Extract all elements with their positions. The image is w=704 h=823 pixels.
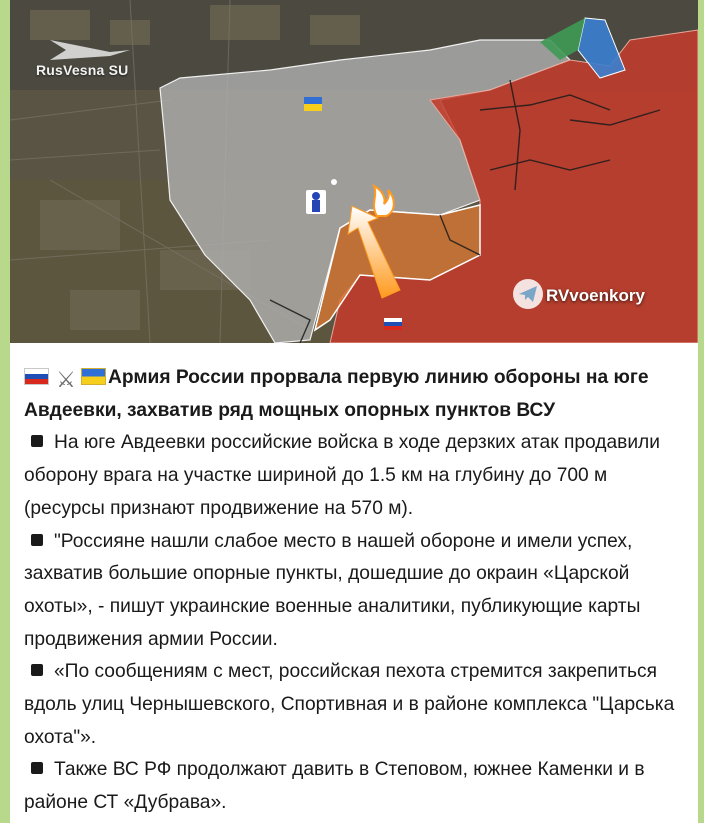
square-bullet-icon (31, 435, 43, 447)
square-bullet-icon (31, 762, 43, 774)
message-card (10, 0, 698, 823)
paragraph (24, 526, 692, 657)
russia-flag-icon (24, 368, 49, 385)
post-title-line (24, 362, 692, 427)
watermark-rvvoenkory: RVvoenkory (546, 286, 645, 305)
paragraph-text: На юге Авдеевки российские войска в ходе дерзких атак продавили оборону врага на участке шириной до 1.5 км на глубину до 700 м (ресурсы признают продвижение на 570 м). (24, 432, 660, 519)
paragraph-text: "Россияне нашли слабое место в нашей обороне и имели успех, захватив большие опорные пункты, дошедшие до окраин «Царской охоты», - пишут украинские военные аналитики, публикующие карты продвижения армии России. (24, 530, 641, 650)
message-text (24, 362, 692, 820)
russia-flag-icon (384, 318, 402, 330)
ukraine-flag-icon (81, 368, 106, 385)
telegram-icon (513, 279, 543, 309)
square-bullet-icon (31, 534, 43, 546)
soldier-icon (306, 190, 326, 214)
paragraph-text: «По сообщениям с мест, российская пехота стремится закрепиться вдоль улиц Чернышевского, Спортивная и в районе комплекса "Царська охота"». (24, 661, 675, 748)
paragraph-text: Также ВС РФ продолжают давить в Степовом, южнее Каменки и в районе СТ «Дубрава». (24, 759, 645, 814)
paragraph (24, 754, 692, 819)
watermark-rusvesna: RusVesna SU (36, 62, 129, 78)
map-image[interactable] (10, 0, 698, 343)
location-pin-icon (331, 179, 337, 185)
post-title: Армия России прорвала первую линию обороны на юге Авдеевки, захватив ряд мощных опорных пунктов ВСУ (24, 367, 649, 421)
crossed-swords-icon: ⚔ (56, 367, 76, 392)
ukraine-flag-icon (304, 97, 322, 111)
square-bullet-icon (31, 664, 43, 676)
paragraph (24, 427, 692, 525)
paragraph (24, 656, 692, 754)
